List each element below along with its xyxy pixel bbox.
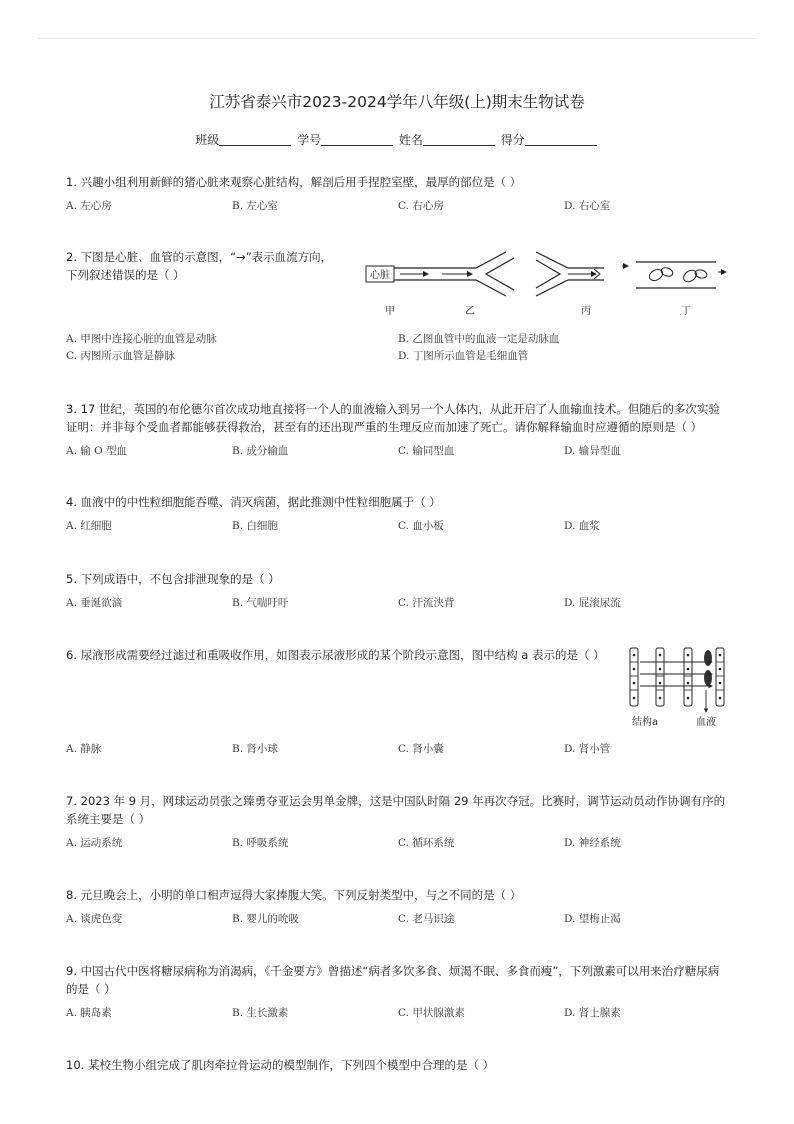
red-blood-cell (704, 670, 712, 686)
option-b[interactable]: B. 成分输血 (232, 445, 289, 457)
heart-label: 心脏 (370, 270, 390, 281)
score-blank[interactable] (525, 133, 597, 146)
option-d[interactable]: D. 肾上腺素 (564, 1007, 621, 1019)
question-stem: 9. 中国古代中医将糖尿病称为消渴病，《千金要方》曾描述“病者多饮多食、烦渴不眠、多食而瘦”，下列激素可以用来治疗糖尿病的是（ ） (66, 964, 720, 996)
red-blood-cell (704, 650, 712, 666)
question-9 (66, 962, 730, 1022)
option-b[interactable]: B. 生长激素 (232, 1007, 289, 1019)
option-c[interactable]: C. 血小板 (398, 520, 444, 532)
heart-vessel-diagram (364, 248, 734, 326)
options-row (66, 1004, 730, 1022)
options-row (66, 442, 730, 460)
option-a[interactable]: A. 左心房 (66, 200, 112, 212)
figure-bing (536, 252, 604, 317)
option-c[interactable]: C. 丙图所示血管是静脉 (66, 350, 175, 362)
capillary-wall (684, 648, 692, 706)
question-5 (66, 570, 730, 612)
question-stem: 1. 兴趣小组利用新鲜的猪心脏来观察心脏结构，解剖后用手捏腔室壁，最厚的部位是（ ） (66, 175, 522, 189)
question-1 (66, 173, 730, 215)
option-b[interactable]: B. 婴儿的吮吸 (232, 913, 299, 925)
option-a[interactable]: A. 谈虎色变 (66, 913, 123, 925)
figure-jia (366, 266, 434, 317)
option-c[interactable]: C. 循环系统 (398, 837, 455, 849)
right-wall (716, 648, 724, 706)
option-b[interactable]: B. 气喘吁吁 (232, 597, 289, 609)
option-b[interactable]: B. 乙图血管中的血液一定是动脉血 (398, 333, 560, 345)
figure-ding (622, 262, 726, 317)
option-a[interactable]: A. 红细胞 (66, 520, 112, 532)
option-b[interactable]: B. 肾小球 (232, 743, 278, 755)
options-grid (66, 330, 730, 366)
question-6-options (66, 740, 730, 758)
option-b[interactable]: B. 呼吸系统 (232, 837, 289, 849)
question-stem-line-2: 下列叙述错误的是（ ） (66, 268, 185, 282)
option-b[interactable]: B. 左心室 (232, 200, 278, 212)
urine-formation-diagram (628, 646, 732, 732)
name-label: 姓名 (398, 133, 423, 147)
figure-yi (434, 252, 514, 317)
option-d[interactable]: D. 丁图所示血管是毛细血管 (398, 350, 529, 362)
question-stem-line-1: 2. 下图是心脏、血管的示意图，“→”表示血流方向， (66, 250, 333, 264)
question-10 (66, 1056, 730, 1074)
option-d[interactable]: D. 望梅止渴 (564, 913, 621, 925)
question-stem: 4. 血液中的中性粒细胞能吞噬、消灭病菌，据此推测中性粒细胞属于（ ） (66, 495, 441, 509)
options-row (66, 197, 730, 215)
option-c[interactable]: C. 右心房 (398, 200, 444, 212)
option-d[interactable]: D. 输异型血 (564, 445, 621, 457)
label-blood: 血液 (696, 717, 716, 728)
id-blank[interactable] (321, 133, 393, 146)
option-d[interactable]: D. 右心室 (564, 200, 611, 212)
option-c[interactable]: C. 汗流浃背 (398, 597, 455, 609)
option-d[interactable]: D. 屁滚尿流 (564, 597, 621, 609)
structure-a-wall (630, 648, 638, 706)
option-b[interactable]: B. 白细胞 (232, 520, 278, 532)
student-info-line (0, 131, 794, 148)
option-c[interactable]: C. 老马识途 (398, 913, 455, 925)
top-rule (38, 38, 756, 39)
question-4 (66, 493, 730, 535)
option-a[interactable]: A. 胰岛素 (66, 1007, 112, 1019)
label-bing: 丙 (581, 306, 591, 317)
option-a[interactable]: A. 输 O 型血 (66, 445, 128, 457)
question-stem: 5. 下列成语中，不包含排泄现象的是（ ） (66, 572, 280, 586)
options-row (66, 834, 730, 852)
question-stem: 3. 17 世纪，英国的布伦德尔首次成功地直接将一个人的血液输入到另一个人体内，从此开启了人血输血技术。但随后的多次实验证明：并非每个受血者都能够获得救治，甚至有的还出现严重的生理反应而加速了死亡。请你解释输血时应遵循的原则是（ ） (66, 402, 720, 434)
question-stem: 7. 2023 年 9 月，网球运动员张之臻勇夺亚运会男单金牌，这是中国队时隔 29 年再次夺冠。比赛时，调节运动员动作协调有序的系统主要是（ ） (66, 794, 726, 826)
options-row (66, 740, 730, 758)
page-title: 江苏省泰兴市2023-2024学年八年级(上)期末生物试卷 (209, 93, 585, 111)
option-a[interactable]: A. 甲图中连接心脏的血管是动脉 (66, 333, 217, 345)
question-6 (66, 646, 606, 664)
options-row (66, 594, 730, 612)
options-row (66, 517, 730, 535)
option-c[interactable]: C. 输同型血 (398, 445, 455, 457)
tubule-wall (656, 648, 664, 706)
name-blank[interactable] (423, 133, 495, 146)
label-jia: 甲 (385, 306, 395, 317)
label-structure-a: 结构a (632, 717, 659, 728)
option-c[interactable]: C. 肾小囊 (398, 743, 444, 755)
question-8 (66, 886, 730, 928)
question-stem: 6. 尿液形成需要经过滤过和重吸收作用，如图表示尿液形成的某个阶段示意图，图中结构 a 表示的是（ ） (66, 648, 605, 662)
score-label: 得分 (500, 133, 525, 147)
option-a[interactable]: A. 静脉 (66, 743, 102, 755)
label-yi: 乙 (465, 306, 475, 317)
option-a[interactable]: A. 垂涎欲滴 (66, 597, 123, 609)
options-row (66, 910, 730, 928)
option-c[interactable]: C. 甲状腺激素 (398, 1007, 465, 1019)
option-d[interactable]: D. 肾小管 (564, 743, 611, 755)
question-stem: 8. 元旦晚会上，小明的单口相声逗得大家捧腹大笑。下列反射类型中，与之不同的是（ ） (66, 888, 522, 902)
option-a[interactable]: A. 运动系统 (66, 837, 123, 849)
label-ding: 丁 (681, 306, 691, 317)
question-2-options (66, 330, 730, 366)
option-d[interactable]: D. 血浆 (564, 520, 600, 532)
question-3 (66, 400, 730, 460)
id-label: 学号 (297, 133, 322, 147)
class-label: 班级 (195, 133, 220, 147)
class-blank[interactable] (219, 133, 291, 146)
question-7 (66, 792, 730, 852)
option-d[interactable]: D. 神经系统 (564, 837, 621, 849)
question-stem: 10. 某校生物小组完成了肌肉牵拉骨运动的模型制作，下列四个模型中合理的是（ ） (66, 1058, 495, 1072)
